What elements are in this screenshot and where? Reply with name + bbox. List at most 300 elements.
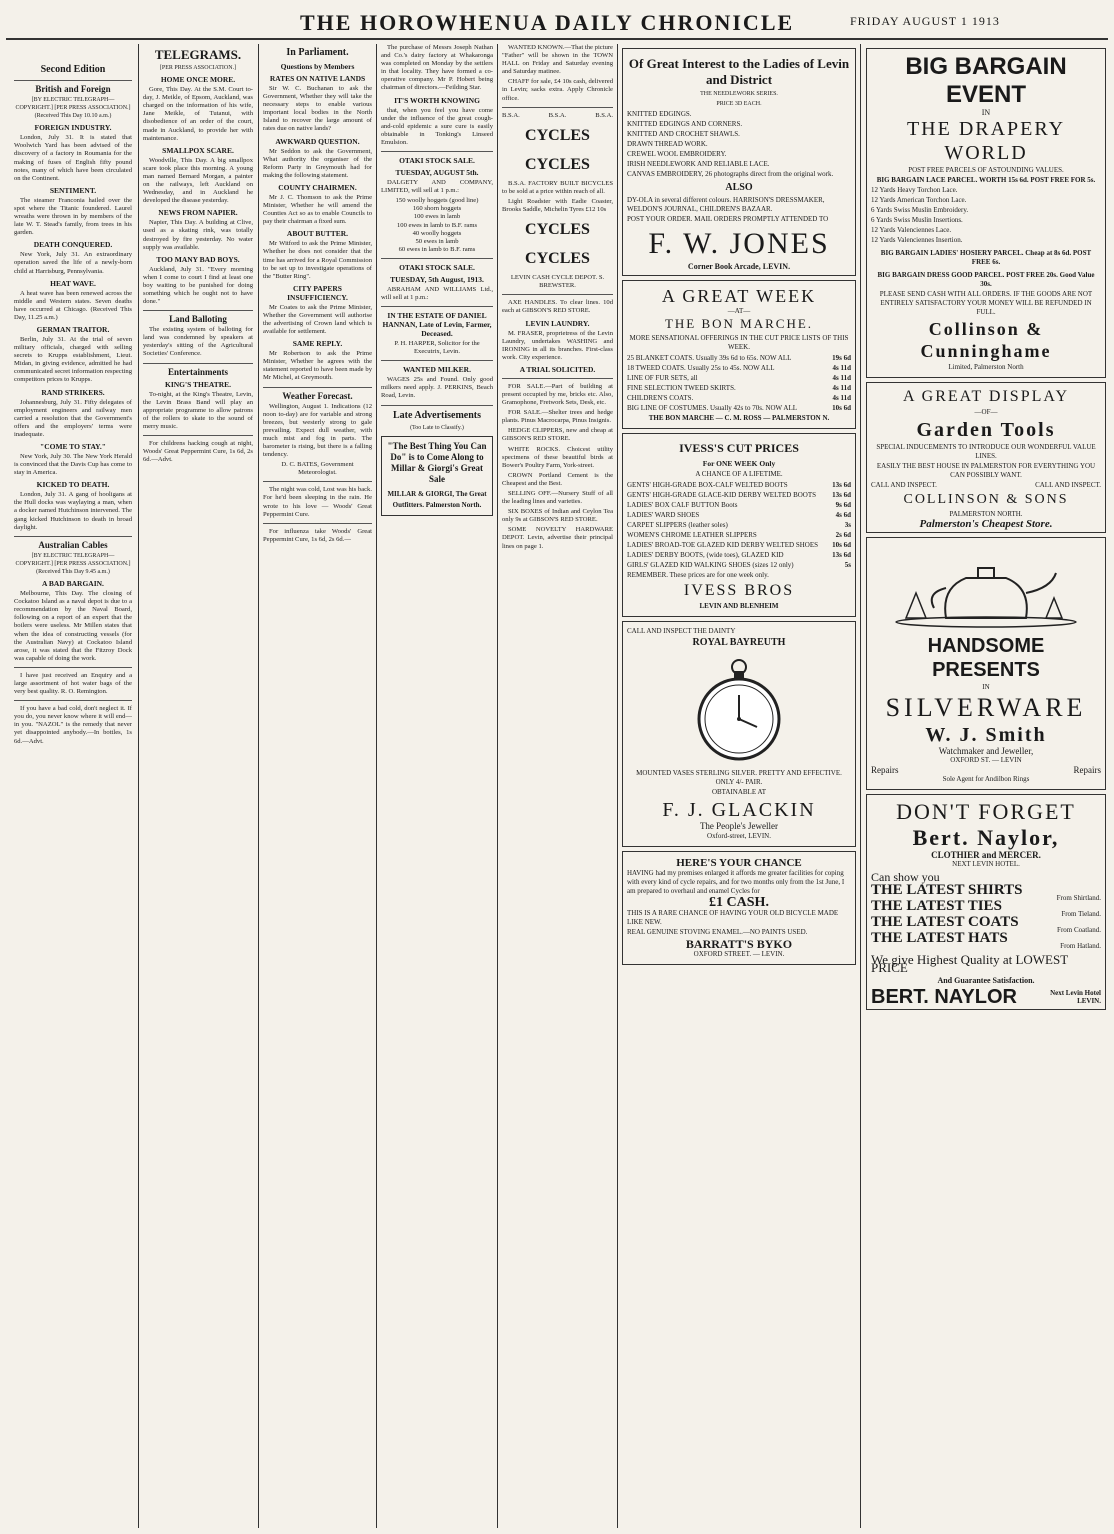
news-item	[263, 229, 372, 280]
item-head: AWKWARD QUESTION.	[275, 136, 360, 146]
list-item: 100 ewes in lamb to B.F. rams	[396, 221, 478, 229]
item-name: LADIES' WARD SHOES	[627, 511, 700, 520]
ivess-advert	[622, 433, 856, 617]
list-item: 12 Yards American Torchon Lace.	[871, 196, 967, 205]
price-item	[627, 363, 851, 373]
list-item: 40 woolly hoggets	[412, 229, 462, 237]
jones-address: Corner Book Arcade, LEVIN.	[687, 262, 791, 272]
advert-tagline: POST FREE PARCELS OF ASTOUNDING VALUES.	[908, 166, 1064, 175]
item-text: Woodville, This Day. A big smallpox scare took place this morning. A young man named Bernard Morgan, a painter on the railways, left Auckland on Wednesday, and in Auckland he developed the disease yesterday.	[143, 156, 253, 205]
item-name: LINE OF FUR SETS, all	[627, 374, 698, 383]
drapery-advert	[866, 48, 1106, 378]
advert-text: Can show you	[871, 870, 940, 885]
list-item: 60 ewes in lamb to B.F. rams	[398, 245, 476, 253]
advert-footer: THE BON MARCHE — C. M. ROSS — PALMERSTON N.	[648, 414, 830, 423]
item-name: CHILDREN'S COATS.	[627, 394, 694, 403]
item-price: 9s 6d	[835, 501, 851, 510]
advert-text: For influenza take Woods' Great Peppermint Cure, 1s 6d, 2s 6d.—	[263, 527, 372, 543]
item-head: SAME REPLY.	[292, 339, 343, 349]
advert-text: REAL GENUINE STOVING ENAMEL.—NO PAINTS USED.	[627, 927, 808, 936]
glackin-advert	[622, 621, 856, 846]
sale-list	[381, 197, 493, 254]
advert-headline: "The Best Thing You Can Do" is to Come Along to Millar & Giorgi's Great Sale	[387, 440, 487, 484]
item-head: SMALLPOX SCARE.	[162, 145, 234, 155]
column-6	[622, 44, 856, 1528]
advert-headline: HANDSOME PRESENTS	[927, 635, 1045, 682]
post-text: POST YOUR ORDER. MAIL ORDERS PROMPTLY ATTENDED TO	[627, 215, 829, 224]
divider	[502, 378, 613, 379]
item-name: GENTS' HIGH-GRADE BOX-CALF WELTED BOOTS	[627, 481, 788, 490]
section-subheading: (Too Late to Classify.)	[410, 424, 464, 431]
item-head: HEAT WAVE.	[50, 278, 96, 288]
store-location: NEXT LEVIN HOTEL.	[952, 860, 1020, 869]
item-name: LADIES' BOX CALF BUTTON Boots	[627, 501, 738, 510]
price-item	[627, 393, 851, 403]
latest-source: From Shirtland.	[1056, 893, 1101, 902]
classified-item: CROWN Portland Cement is the Cheapest and the Best.	[502, 471, 613, 487]
latest-item: THE LATEST HATS	[871, 930, 1008, 947]
item-text: Gore, This Day. At the S.M. Court to-day, J. Meikle, of Epsom, Auckland, was charged on the information of his wife, Jane Meikle, of Tutanui, with disobedience of an order of the court, made in Auckland, to provide her with maintenance.	[143, 86, 253, 142]
column-7	[866, 44, 1106, 1528]
classified-item: WANTED KNOWN.—That the picture "Father" will be shown in the TOWN HALL on Friday and Saturday evening and Saturday matinee.	[502, 44, 613, 76]
advert-intro: CALL AND INSPECT THE DAINTY	[627, 627, 736, 636]
price-item	[627, 490, 851, 500]
item-price: 19s 6d	[832, 354, 851, 363]
price-item	[627, 540, 851, 550]
item-name: WOMEN'S CHROME LEATHER SLIPPERS	[627, 531, 757, 540]
list-item: 12 Yards Heavy Torchon Lace.	[871, 186, 958, 195]
price-item	[627, 560, 851, 570]
column-1	[14, 44, 132, 1528]
item-text: The steamer Franconia hailed over the spot where the Titanic foundered. Laurel wreaths were thrown in by members of the late W. T. Stead's family, from trees in his garden.	[14, 196, 132, 237]
call-label: CALL AND INSPECT.	[871, 481, 937, 490]
advert-headline: Of Great Interest to the Ladies of Levin and District	[628, 56, 850, 87]
cycles-heading: CYCLES	[525, 126, 590, 144]
divider	[381, 258, 493, 259]
item-name: GENTS' HIGH-GRADE GLACE-KID DERBY WELTED BOOTS	[627, 491, 817, 500]
advert-headline: DON'T FORGET	[896, 799, 1076, 825]
classified-item: SOME NOVELTY HARDWARE DEPOT. Levin, advertise their principal lines on page 1.	[502, 526, 613, 550]
column-2	[143, 44, 253, 1528]
signature: D. C. BATES, Government Meteorologist.	[281, 461, 354, 477]
item-price: 13s 6d	[832, 491, 851, 500]
item-head: LEVIN LAUNDRY.	[525, 318, 590, 328]
store-location: Next Levin Hotel LEVIN.	[1050, 988, 1101, 1005]
price-item	[627, 550, 851, 560]
divider	[143, 363, 253, 364]
column-rule	[497, 44, 498, 1528]
section-heading: Weather Forecast.	[282, 390, 353, 401]
store-name: BERT. NAYLOR	[871, 985, 1017, 1008]
item-head: GERMAN TRAITOR.	[36, 324, 110, 334]
store-tagline: Watchmaker and Jeweller,	[938, 746, 1034, 757]
item-text: WAGES 25s and Found. Only good milkers need apply. J. PERKINS, Beach Road, Levin.	[381, 376, 493, 400]
store-locations: LEVIN AND BLENHEIM	[699, 602, 779, 611]
classified-item: HEDGE CLIPPERS, new and cheap at GIBSON'S RED STORE.	[502, 427, 613, 443]
item-name: CARPET SLIPPERS (leather soles)	[627, 521, 728, 530]
advert-headline: IVESS'S CUT PRICES	[679, 441, 799, 456]
item-name: 25 BLANKET COATS. Usually 39s 6d to 65s. NOW ALL	[627, 354, 792, 363]
agent-note: Sole Agent for Andilbon Rings	[942, 775, 1030, 784]
news-item	[263, 137, 372, 180]
section-heading: Australian Cables	[38, 539, 108, 550]
advert-text: If you have a bad cold, don't neglect it. If you do, you never know where it will end—in you. "NAZOL" is the remedy that never yet disappointed anybody.—In bottles, 1s 6d.—Advt.	[14, 705, 132, 745]
item-text: Mr Coates to ask the Prime Minister, Whether the Government will authorise the advertising of Crown land which is available for settlement.	[263, 303, 372, 336]
section-heading: Land Balloting	[169, 314, 227, 325]
call-row	[871, 481, 1101, 490]
signature: P. H. HARPER, Solicitor for the Executrix, Levin.	[394, 340, 480, 356]
sale-date: TUESDAY, AUGUST 5th.	[395, 168, 479, 178]
classified-item: AXE HANDLES. To clear lines. 10d each at GIBSON'S RED STORE.	[502, 299, 613, 315]
store-tagline: CLOTHIER and MERCER.	[931, 850, 1041, 861]
barratt-advert	[622, 851, 856, 965]
advert-subheadline: THE DRAPERY WORLD	[906, 118, 1066, 165]
item-text: The purchase of Messrs Joseph Nathan and Co.'s dairy factory at Whakaronga was completed on Monday by the settlers in that locality. They have formed a co-operative company. Mr P. Hobert being chairman of directors.—Feilding Star.	[381, 44, 493, 92]
divider	[14, 700, 132, 701]
latest-item: THE LATEST SHIRTS	[871, 881, 1023, 898]
item-price: 2s 6d	[835, 531, 851, 540]
divider	[143, 310, 253, 311]
advert-text: The night was cold, Lost was his back. For he'd been sleeping in the rain. He wrote to his love — Woods' Great Peppermint Cure.	[263, 486, 372, 518]
price-item	[627, 383, 851, 393]
advert-text: For childrens hacking cough at night, Woods' Great Peppermint Cure, 1s 6d, 2s 6d.—Advt.	[143, 440, 253, 464]
list-item: IRISH NEEDLEWORK AND RELIABLE LACE.	[627, 160, 770, 169]
list-item: 6 Yards Swiss Muslin Embroidery.	[871, 206, 969, 215]
item-text: Berlin, July 31. At the trial of seven military officials, charged with selling secrets to Krupps establishment, Lieut. Midan, in giving evidence, admitted he had communicated secret information respecting competitors prices to Krupps.	[14, 335, 132, 384]
item-head: OTAKI STOCK SALE.	[399, 262, 475, 272]
latest-source: From Hatland.	[1060, 942, 1101, 951]
pocket-watch-icon	[689, 653, 789, 763]
item-price: 3s	[844, 521, 851, 530]
also-heading: ALSO	[725, 182, 753, 194]
edition-heading: Second Edition	[40, 64, 106, 75]
item-head: RATES ON NATIVE LANDS	[269, 74, 366, 83]
news-item	[263, 284, 372, 336]
classified-item: FOR SALE.—Shelter trees and hedge plants. Pinus Macrocarpa, Pinus Insignis.	[502, 409, 613, 425]
item-text: To-night, at the King's Theatre, Levin, the Levin Brass Band will play an appropriate programme to allow patrons of the rollers to skate to the sound of merry music.	[143, 390, 253, 430]
item-price: 4s 6d	[835, 511, 851, 520]
advert-note: PLEASE SEND CASH WITH ALL ORDERS. IF THE GOODS ARE NOT ENTIRELY SATISFACTORY YOUR MONEY WILL BE REFUNDED IN FULL.	[879, 290, 1093, 317]
jeweller-name: F. J. GLACKIN	[662, 799, 816, 822]
advert-text: HAVING had my premises enlarged it affords me greater facilities for coping with every kind of cycle repairs, and for two months only from the 1st June, I am prepared to overhaul and enamel Cycles for	[627, 868, 845, 895]
advert-subhead: MOUNTED VASES STERLING SILVER. PRETTY AND EFFECTIVE. ONLY 4/- PAIR.	[636, 769, 842, 787]
news-item	[143, 75, 253, 143]
classified-item: CHAFF for sale, £4 10s cash, delivered in Levin; sacks extra. Apply Chronicle office.	[502, 78, 613, 102]
price-item	[627, 353, 851, 363]
divider	[263, 523, 372, 524]
list-item: KNITTED AND CROCHET SHAWLS.	[627, 130, 740, 139]
advert-subhead: THE NEEDLEWORK SERIES.	[700, 91, 778, 97]
newspaper-title: THE HOROWHENUA DAILY CHRONICLE	[300, 10, 795, 35]
teapot-icon	[886, 548, 1086, 628]
news-item	[14, 325, 132, 385]
divider	[14, 536, 132, 537]
advert-headline: HERE'S YOUR CHANCE	[676, 856, 802, 869]
column-rule	[138, 44, 139, 1528]
store-name: THE BON MARCHE.	[664, 316, 814, 332]
jeweller-location: Oxford-street, LEVIN.	[707, 831, 771, 840]
item-text: Sir W. C. Buchanan to ask the Government, Whether they will take the necessary steps to enable various important local bodies in the North Island to recover the large amount of rates due on native lands?	[263, 85, 372, 133]
item-text: London, July 31. It is stated that Woolwich Yard has been advised of the discovery of a factory in Roumania for the making of fuses of English fifty pound notes, many of which have been circulated on the Continent.	[14, 134, 132, 182]
item-head: CITY PAPERS INSUFFICIENCY.	[287, 283, 348, 302]
news-item	[14, 579, 132, 663]
store-name: W. J. Smith	[925, 724, 1047, 747]
price-item	[627, 480, 851, 490]
item-name: BIG LINE OF COSTUMES. Usually 42s to 70s. NOW ALL	[627, 404, 798, 413]
bsa-label: B.S.A.	[595, 111, 613, 119]
section-heading: British and Foreign	[35, 84, 111, 94]
news-item	[143, 255, 253, 306]
list-item: DRAWN THREAD WORK.	[627, 140, 708, 149]
item-text: Mr Witford to ask the Prime Minister, Whether he does not consider that the time has arrived for a Royal Commission to be set up to investigate operations of the "Butter Ring".	[263, 240, 372, 280]
needlework-list	[627, 110, 851, 179]
item-text: Melbourne, This Day. The closing of Cockatoo Island as a naval depot is due to a recommendation by the Naval Board, following on a report of an expert that the boilers were useless. Mr Millen states that when the idea of constructing vessels (for the Australian Navy) at Cockatoo Island arose, it was stated that the Fitzroy Dock was capable of doing the work.	[14, 590, 132, 662]
advert-text: We give Highest Quality at LOWEST PRICE	[871, 952, 1068, 976]
jones-advert	[622, 48, 856, 276]
divider	[502, 107, 613, 108]
price-item	[627, 500, 851, 510]
column-rule	[860, 44, 861, 1528]
advert-text: THIS IS A RARE CHANCE OF HAVING YOUR OLD BICYCLE MADE LIKE NEW.	[627, 908, 839, 926]
divider	[263, 481, 372, 482]
advert-headline: BIG BARGAIN EVENT	[905, 53, 1067, 108]
list-item: 100 ewes in lamb	[413, 213, 461, 221]
press-assoc-note: [PER PRESS ASSOCIATION.]	[159, 65, 237, 71]
column-3	[263, 44, 372, 1528]
classified-item: B.S.A. FACTORY BUILT BICYCLES to be sold at a price within reach of all.	[502, 179, 613, 195]
latest-item: THE LATEST TIES	[871, 897, 1002, 914]
advert-text: SPECIAL INDUCEMENTS TO INTRODUCE OUR WONDERFUL VALUE LINES.	[876, 443, 1096, 461]
item-head: IT'S WORTH KNOWING	[394, 95, 480, 105]
of-label: —OF—	[974, 408, 998, 417]
section-heading: Late Advertisements	[392, 409, 482, 421]
divider	[14, 80, 132, 81]
item-name: LADIES' BROAD-TOE GLAZED KID DERBY WELTED SHOES	[627, 541, 819, 550]
store-location: OXFORD STREET. — LEVIN.	[693, 949, 785, 958]
advert-tagline: A CHANCE OF A LIFETIME.	[695, 470, 783, 479]
section-heading: In Parliament.	[286, 47, 349, 58]
item-head: ABOUT BUTTER.	[286, 229, 349, 239]
bsa-label: B.S.A.	[548, 111, 567, 119]
store-location: OXFORD ST. — LEVIN	[950, 756, 1022, 765]
item-text: Napier, This Day. A building at Clive, used as a skating rink, was totally destroyed by fire yesterday. No water supply was available.	[143, 219, 253, 251]
item-text: Auckland, July 31. "Every morning when I come to court I find at least one boy waiting to be punished for doing something which he ought not to have done."	[143, 265, 253, 306]
price-item	[627, 520, 851, 530]
list-item: 150 woolly hoggets (good line)	[395, 197, 479, 205]
item-head: SENTIMENT.	[49, 185, 97, 195]
advert-headline: A GREAT WEEK	[661, 286, 817, 307]
classified-item: M. FRASER, proprietress of the Levin Laundry, undertakes WASHING and IRONING in all its branches. First-class work. City experience.	[502, 329, 613, 361]
classified-item: SIX BOXES of Indian and Ceylon Tea only 9s at GIBSON'S RED STORE.	[502, 508, 613, 524]
item-name: LADIES' DERBY BOOTS, (wide toes), GLAZED KID	[627, 551, 784, 560]
advert-text: EASILY THE BEST HOUSE IN PALMERSTON FOR EVERYTHING YOU CAN POSSIBLY WANT.	[876, 462, 1096, 480]
item-head: TOO MANY BAD BOYS.	[156, 254, 240, 264]
classified-item: Light Roadster with Eadie Coaster, Brooks Saddle, Michelin Tyres £12 10s	[502, 197, 613, 214]
item-text: Wellington, August 1. Indications (12 noon to-day) are for variable and strong breezes, but westerly strong to gale prevailing. Expect dull weather, with much mist and fog in parts. The barometer is rising, but there is a falling tendency.	[263, 402, 372, 459]
jeweller-tagline: The People's Jeweller	[699, 821, 779, 832]
news-item	[263, 183, 372, 226]
item-price: 13s 6d	[832, 551, 851, 560]
cycles-heading: CYCLES	[525, 155, 590, 173]
store-tagline: Palmerston's Cheapest Store.	[919, 518, 1053, 531]
item-head: NEWS FROM NAPIER.	[158, 208, 238, 218]
store-name: COLLINSON & SONS	[903, 492, 1069, 508]
press-assoc-note: [BY ELECTRIC TELEGRAPH—COPYRIGHT.] [PER PRESS ASSOCIATION.] (Received This Day 9.45 a.m.)	[15, 552, 131, 575]
list-item: 160 shorn hoggets	[412, 205, 462, 213]
advert-signature: MILLAR & GIORGI, The Great Outfitters. Palmerston North.	[387, 489, 487, 509]
masthead	[0, 0, 1114, 38]
item-name: FINE SELECTION TWEED SKIRTS.	[627, 384, 736, 393]
column-5	[502, 44, 613, 1528]
advert-price: PRICE 3D EACH.	[716, 101, 762, 108]
advert-price: £1 CASH.	[709, 894, 769, 910]
news-item	[143, 208, 253, 251]
advert-subhead: MORE SENSATIONAL OFFERINGS IN THE CUT PRICE LISTS OF THIS WEEK.	[629, 334, 849, 352]
in-label: IN	[981, 108, 991, 117]
advert-subheadline: Garden Tools	[916, 419, 1056, 442]
section-heading: Entertainments	[168, 366, 228, 377]
store-name: BARRATT'S BYKO	[685, 936, 793, 951]
item-price: 5s	[844, 561, 851, 570]
item-head: RAND STRIKERS.	[41, 387, 105, 397]
cycles-heading: CYCLES	[525, 250, 590, 268]
repairs-label: Repairs	[871, 765, 899, 776]
item-head: KING'S THEATRE.	[165, 379, 231, 389]
divider	[381, 405, 493, 406]
item-price: 4s 11d	[832, 394, 851, 403]
item-text: The existing system of balloting for land was condemned by speakers at yesterday's sitting of the Agricultural Societies' Conference.	[143, 326, 253, 358]
sale-firm: ABRAHAM AND WILLIAMS Ltd., will sell at 1 p.m.:	[381, 285, 493, 301]
call-label: CALL AND INSPECT.	[1035, 481, 1101, 490]
masthead-rule	[6, 38, 1108, 40]
depot-name: LEVIN CASH CYCLE DEPOT. S. BREWSTER.	[510, 274, 605, 290]
item-text: Mr Seddon to ask the Government, What authority the organiser of the Reform Party in Greymouth had for making the following statement.	[263, 147, 372, 179]
divider	[381, 360, 493, 361]
news-item	[14, 123, 132, 183]
news-item	[14, 480, 132, 531]
list-item: KNITTED EDGINGS.	[627, 110, 692, 119]
bsa-row	[502, 112, 613, 120]
news-item	[143, 146, 253, 206]
item-head: HOME ONCE MORE.	[160, 75, 236, 85]
advert-headline: A GREAT DISPLAY	[902, 388, 1070, 406]
store-location: Limited, Palmerston North	[948, 363, 1024, 372]
naylor-footer	[871, 985, 1101, 1008]
divider	[143, 435, 253, 436]
item-head: A BAD BARGAIN.	[42, 579, 104, 589]
column-rule	[617, 44, 618, 1528]
parcel-heading: BIG BARGAIN DRESS GOOD PARCEL. POST FREE 20s. Good Value 30s.	[877, 271, 1095, 289]
column-rule	[258, 44, 259, 1528]
silverware-advert	[866, 537, 1106, 790]
classified-item: FOR SALE.—Part of building at present occupied by me, bricks etc. Also, Gramophone, Fretwork Sets, Desk, etc.	[502, 382, 613, 407]
repairs-row	[871, 766, 1101, 774]
news-item	[14, 186, 132, 237]
item-price: 13s 6d	[832, 481, 851, 490]
garden-tools-advert	[866, 382, 1106, 533]
divider	[263, 387, 372, 388]
item-text: New York, July 30. The New York Herald is convinced that the Davis Cup has come to stay in America.	[14, 453, 132, 477]
news-item	[263, 74, 372, 134]
item-head: OTAKI STOCK SALE.	[399, 156, 475, 166]
item-price: 4s 11d	[832, 374, 851, 383]
item-text: Johannesburg, July 31. Fifty delegates of employment engineers and railway men carried a resolution that the Government's offers and the employers' terms were inadequate.	[14, 398, 132, 438]
news-item	[14, 442, 132, 477]
divider	[14, 667, 132, 668]
at-label: —AT—	[727, 307, 751, 316]
store-location: PALMERSTON NORTH.	[949, 510, 1023, 519]
advert-note: REMEMBER. These prices are for one week only.	[627, 571, 769, 580]
item-head: WANTED MILKER.	[403, 365, 471, 375]
divider	[381, 306, 493, 307]
item-price: 10s 6d	[832, 404, 851, 413]
naylor-advert	[866, 794, 1106, 1009]
item-price: 4s 11d	[832, 384, 851, 393]
sale-firm: DALGETY AND COMPANY, LIMITED, will sell at 1 p.m.:	[381, 179, 493, 195]
advert-subheadline: SILVERWARE	[885, 693, 1087, 723]
item-name: 18 TWEED COATS. Usually 25s to 45s. NOW ALL	[627, 364, 775, 373]
item-head: "COME TO STAY."	[40, 442, 106, 451]
price-item	[627, 530, 851, 540]
jones-name: F. W. JONES	[648, 227, 830, 261]
item-head: DEATH CONQUERED.	[33, 240, 113, 250]
item-head: A TRIAL SOLICITED.	[519, 364, 596, 374]
item-head: IN THE ESTATE OF DANIEL HANNAN, Late of Levin, Farmer, Deceased.	[382, 311, 492, 339]
store-name: Bert. Naylor,	[912, 825, 1060, 851]
divider	[502, 294, 613, 295]
millar-advert	[381, 436, 493, 516]
store-name: IVESS BROS	[683, 582, 795, 600]
repairs-label: Repairs	[1073, 765, 1101, 776]
list-item: 12 Yards Valenciennes Insertion.	[871, 236, 963, 245]
advert-headline: ROYAL BAYREUTH	[692, 637, 786, 649]
list-item: KNITTED EDGINGS AND CORNERS.	[627, 120, 743, 129]
bsa-label: B.S.A.	[502, 111, 520, 119]
cycles-heading: CYCLES	[525, 221, 590, 239]
column-4	[381, 44, 493, 1528]
classified-item: SELLING OFF.—Nursery Stuff of all the leading lines and varieties.	[502, 490, 613, 506]
in-label: IN	[982, 683, 990, 692]
news-item	[14, 240, 132, 275]
news-item	[14, 279, 132, 322]
advert-note: And Guarantee Satisfaction.	[937, 975, 1035, 985]
list-item: CANVAS EMBROIDERY, 26 photographs direct from the original work.	[627, 170, 834, 179]
item-text: London, July 31. A gang of hooligans at the Hull docks was waylaying a man, when a docker named Hutchinson intervened. The gang kicked Hutchinson to death in broad daylight.	[14, 491, 132, 531]
bon-marche-advert	[622, 280, 856, 429]
item-name: GIRLS' GLAZED KID WALKING SHOES (sizes 12 only)	[627, 561, 794, 570]
press-assoc-note: [BY ELECTRIC TELEGRAPH—COPYRIGHT.] [PER PRESS ASSOCIATION.] (Received This Day 10.10 a.m.)	[15, 97, 131, 120]
item-text: Mr J. C. Thomson to ask the Prime Minister, Whether he will amend the Counties Act so as to enable Councils to pay their chairman a fixed sum.	[263, 193, 372, 226]
divider	[381, 151, 493, 152]
item-price: 10s 6d	[832, 541, 851, 550]
list-item: CREWEL WOOL EMBROIDERY.	[627, 150, 727, 159]
subsection-heading: Questions by Members	[280, 62, 355, 71]
section-heading: TELEGRAMS.	[154, 47, 242, 62]
item-text: New York, July 31. An extraordinary operation saved the life of a newly-born child at Harrisburg, Pennsylvania.	[14, 251, 132, 275]
issue-date: FRIDAY AUGUST 1 1913	[850, 14, 1000, 28]
list-item: 12 Yards Valenciennes Lace.	[871, 226, 952, 235]
item-text: Mr Robertson to ask the Prime Minister, Whether he agrees with the statement reported to have been made by Mr Michel, at Greymouth.	[263, 350, 372, 382]
price-item	[627, 403, 851, 413]
obtainable-label: OBTAINABLE AT	[711, 788, 767, 797]
item-head: FOREIGN INDUSTRY.	[34, 123, 112, 133]
column-rule	[376, 44, 377, 1528]
sale-date: TUESDAY, 5th August, 1913.	[390, 274, 484, 284]
item-head: KICKED TO DEATH.	[36, 480, 110, 490]
latest-item: THE LATEST COATS	[871, 913, 1019, 930]
item-head: COUNTY CHAIRMEN.	[278, 182, 357, 192]
also-text: DY-OLA in several different colours. HARRISON'S DRESSMAKER, WELDON'S JOURNAL, CHILDREN'S BAZAAR.	[627, 196, 825, 214]
